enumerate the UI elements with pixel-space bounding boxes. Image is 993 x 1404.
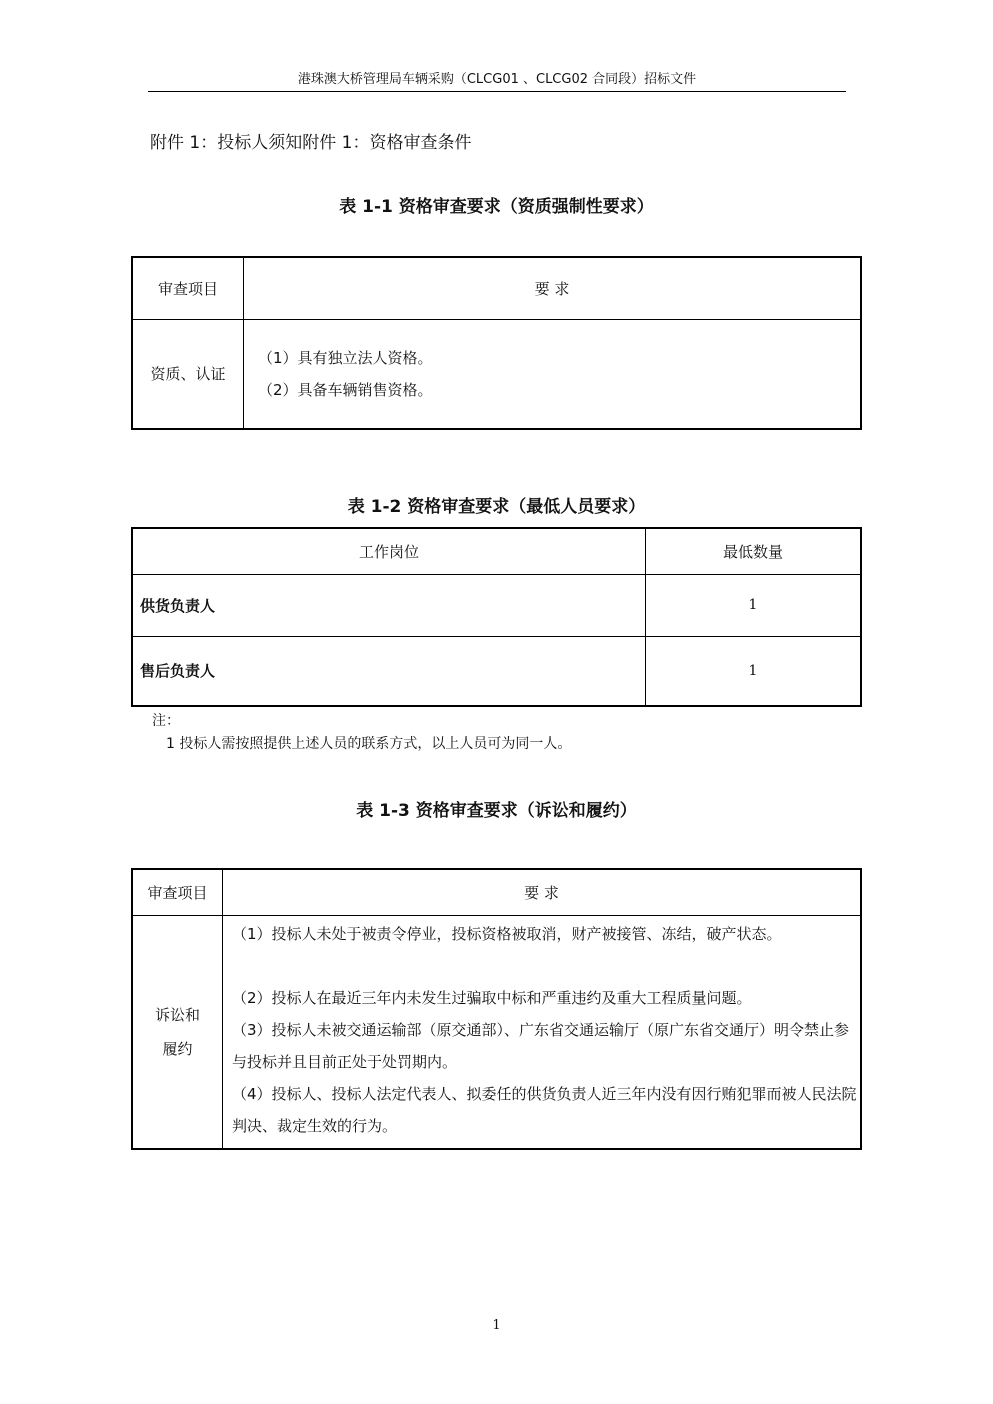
page-number: 1 (492, 1318, 501, 1333)
table3-caption: 表 1-3 资格审查要求（诉讼和履约） (356, 801, 637, 821)
table2-header-count: 最低数量 (646, 528, 862, 574)
requirement-line: （3）投标人未被交通运输部（原交通部）、广东省交通运输厅（原广东省交通厅）明令禁止参与投标并且目前正处于处罚期内。 (232, 1020, 850, 1071)
table2-header-position: 工作岗位 (132, 528, 646, 574)
table1-caption: 表 1-1 资格审查要求（资质强制性要求） (339, 197, 654, 217)
table3-header-item: 审查项目 (132, 869, 223, 915)
table3 (131, 868, 862, 1150)
table1-header-req: 要 求 (244, 257, 862, 319)
requirement-line: （2）具备车辆销售资格。 (258, 380, 433, 399)
requirement-line: （4）投标人、投标人法定代表人、拟委任的供货负责人近三年内没有因行贿犯罪而被人民法院判决、裁定生效的行为。 (232, 1084, 857, 1135)
requirement-line: （1）投标人未处于被责令停业，投标资格被取消，财产被接管、冻结，破产状态。 (232, 924, 782, 943)
requirement-line: （1）具有独立法人资格。 (258, 348, 433, 367)
table2-row-count: 1 (646, 574, 862, 636)
table1-header-item: 审查项目 (132, 257, 244, 319)
document-header: 港珠澳大桥管理局车辆采购（CLCG01 、CLCG02 合同段）招标文件 (297, 72, 697, 87)
table3-cell-reqs (223, 915, 862, 1149)
table1 (131, 256, 862, 430)
table3-header-req: 要 求 (223, 869, 862, 915)
table2-caption: 表 1-2 资格审查要求（最低人员要求） (347, 497, 646, 517)
table3-item-line: 履约 (162, 1039, 193, 1058)
attachment-title: 附件 1：投标人须知附件 1：资格审查条件 (150, 133, 472, 153)
table2 (131, 527, 862, 707)
table2-row-position: 供货负责人 (132, 574, 646, 636)
header-rule (148, 91, 846, 92)
requirement-line: （2）投标人在最近三年内未发生过骗取中标和严重违约及重大工程质量问题。 (232, 988, 752, 1007)
note-text: 1 投标人需按照提供上述人员的联系方式，以上人员可为同一人。 (166, 736, 572, 752)
table2-row-count: 1 (646, 636, 862, 706)
table2-row-position: 售后负责人 (132, 636, 646, 706)
table1-cell-item: 资质、认证 (132, 319, 244, 429)
table3-item-line: 诉讼和 (154, 1005, 200, 1024)
note-label: 注： (152, 713, 180, 729)
table3-cell-item (132, 915, 223, 1149)
table1-cell-reqs (244, 319, 862, 429)
